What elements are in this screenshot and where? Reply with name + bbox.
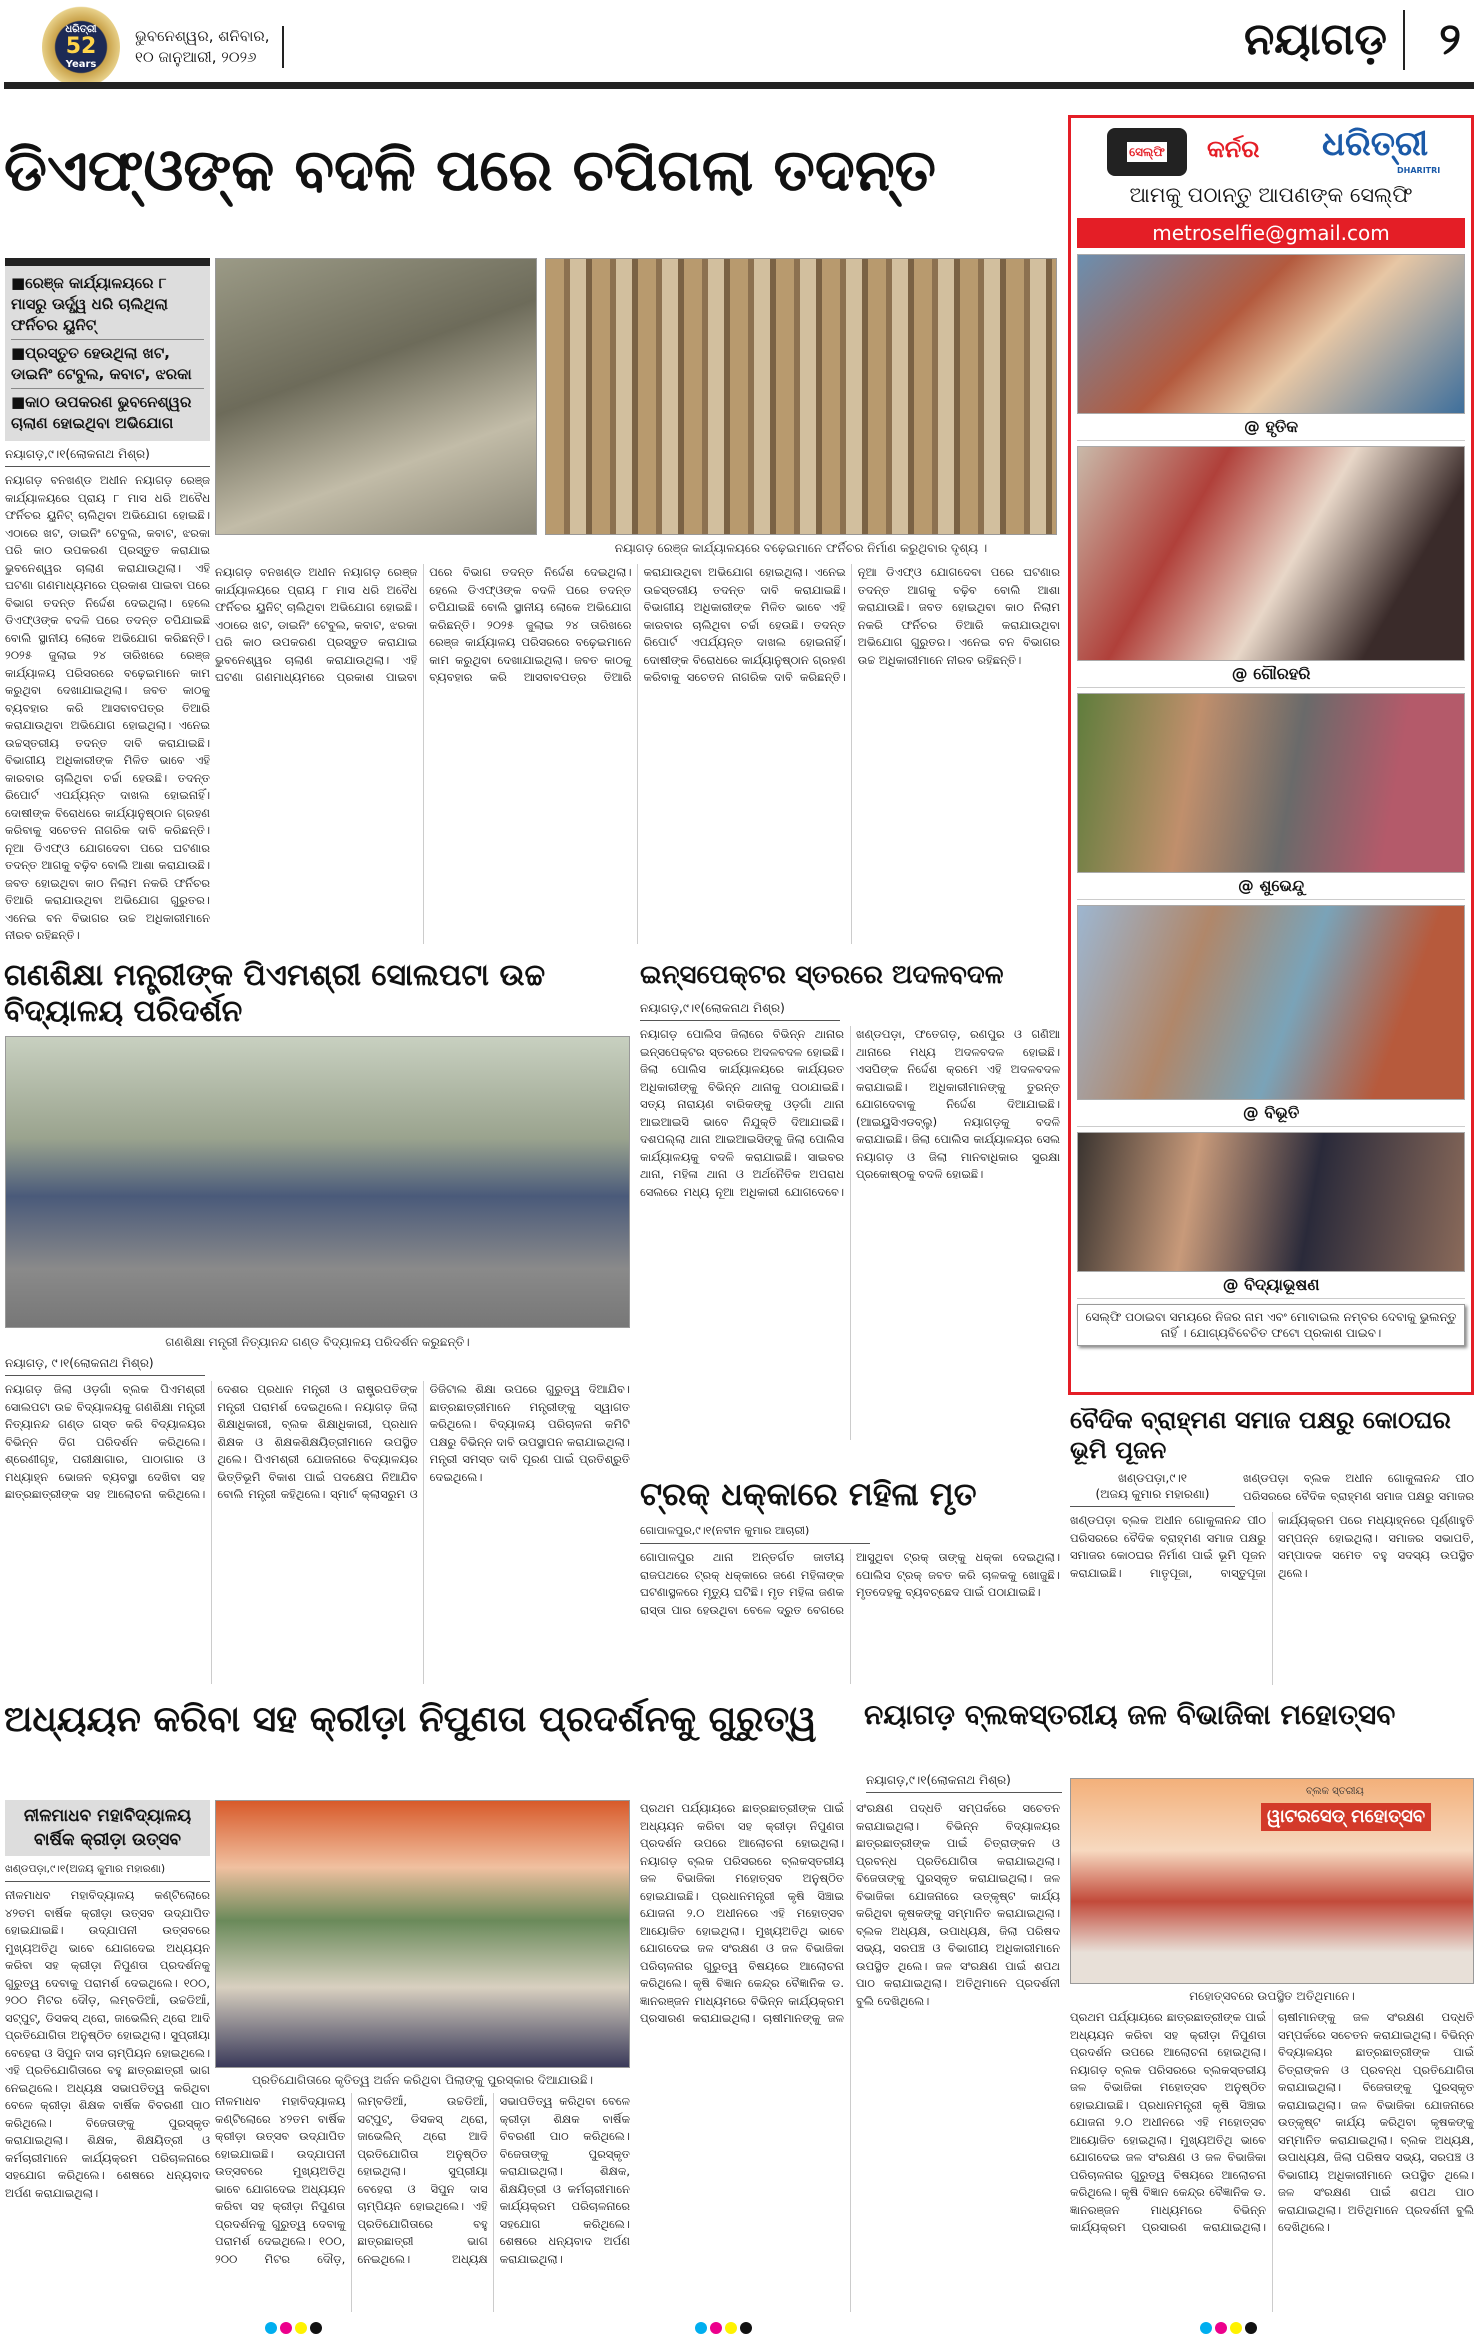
story6-headline: ଅଧ୍ୟୟନ କରିବା ସହ କ୍ରୀଡ଼ା ନିପୁଣତା ପ୍ରଦର୍ଶନକୁ ଗୁରୁତ୍ୱ	[4, 1699, 817, 1740]
selfie-caption: @ ହୃତିକ	[1077, 414, 1465, 441]
story1-photo-carpenter	[215, 258, 537, 535]
brand-name: ଧରିତ୍ରୀ	[1322, 124, 1429, 164]
selfie-photo	[1077, 1132, 1465, 1272]
story6-caption: ପ୍ରତିଯୋଗିତାରେ କୃତିତ୍ୱ ଅର୍ଜନ କରିଥିବା ପିଲାଙ୍କୁ ପୁରସ୍କାର ଦିଆଯାଉଛି।	[251, 2073, 594, 2087]
story6-body: ନୀଳମାଧବ ମହାବିଦ୍ୟାଳୟ କଣ୍ଟିଲୋରେ ୪୨ତମ ବାର୍ଷିକ କ୍ରୀଡ଼ା ଉତ୍ସବ ଉଦ୍‌ଯାପିତ ହୋଇଯାଇଛି। ଉଦ୍‌ଯାପନୀ ଉତ୍ସବରେ ମୁଖ୍ୟଅତିଥି ଭାବେ ଯୋଗଦେଇ ଅଧ୍ୟୟନ କରିବା ସହ କ୍ରୀଡ଼ା ନିପୁଣତା ପ୍ରଦର୍ଶନକୁ ଗୁରୁତ୍ୱ ଦେବାକୁ ପରାମର୍ଶ ଦେଇଥିଲେ। ୧୦୦, ୨୦୦ ମିଟର ଦୌଡ଼, ଲମ୍ବଡିଆଁ, ଉଚ୍ଚଡିଆଁ, ସଟ୍‌ପୁଟ୍, ଡିସକସ୍ ଥ୍ରୋ, ଜାଭେଲିନ୍ ଥ୍ରୋ ଆଦି ପ୍ରତିଯୋଗିତା ଅନୁଷ୍ଠିତ ହୋଇଥିଲା। ସୁପ୍ରୀୟା ବେହେରା ଓ ସିପୁନ ଦାସ ଚାମ୍ପିୟନ ହୋଇଥିଲେ। ଏହି ପ୍ରତିଯୋଗିତାରେ ବହୁ ଛାତ୍ରଛାତ୍ରୀ ଭାଗ ନେଇଥିଲେ। ଅଧ୍ୟକ୍ଷ ସଭାପତିତ୍ୱ କରିଥିବା ବେଳେ କ୍ରୀଡ଼ା ଶିକ୍ଷକ ବାର୍ଷିକ ବିବରଣୀ ପାଠ କରିଥିଲେ। ବିଜେତାଙ୍କୁ ପୁରସ୍କୃତ କରାଯାଇଥିଲା। ଶିକ୍ଷକ, ଶିକ୍ଷୟିତ୍ରୀ ଓ କର୍ମଚାରୀମାନେ କାର୍ଯ୍ୟକ୍ରମ ପରିଚାଳନାରେ ସହଯୋଗ କରିଥିଲେ। ଶେଷରେ ଧନ୍ୟବାଦ ଅର୍ପଣ କରାଯାଇଥିଲା।	[215, 2094, 630, 2266]
selfie-caption: @ ବିଭୂତି	[1077, 1100, 1465, 1127]
story1-highlights	[5, 258, 210, 441]
story7-headline: ନୟାଗଡ଼ ବ୍ଲକସ୍ତରୀୟ ଜଳ ବିଭାଜିକା ମହୋତ୍ସବ	[864, 1698, 1396, 1731]
story5-byline-author: (ଅଜୟ କୁମାର ମହାରଣା)	[1095, 1487, 1210, 1501]
story2-headline: ଗଣଶିକ୍ଷା ମନ୍ତ୍ରୀଙ୍କ ପିଏମଶ୍ରୀ ସୋଲପଟା ଉଚ୍ଚ ବିଦ୍ୟାଳୟ ପରିଦର୍ଶନ	[4, 958, 546, 1029]
edition-name: ନୟାଗଡ଼	[1244, 10, 1405, 70]
story4-headline: ଟ୍ରକ୍ ଧକ୍କାରେ ମହିଳା ମୃତ	[640, 1475, 977, 1513]
selfie-caption: @ ବିଦ୍ୟାଭୂଷଣ	[1077, 1272, 1465, 1299]
story7-text	[1070, 1988, 1474, 2312]
story2-byline: ନୟାଗଡ଼, ୯।୧(ଲୋକନାଥ ମିଶ୍ର)	[5, 1355, 205, 1376]
story7-body: ପ୍ରଥମ ପର୍ଯ୍ୟାୟରେ ଛାତ୍ରଛାତ୍ରୀଙ୍କ ପାଇଁ ଅଧ୍ୟୟନ କରିବା ସହ କ୍ରୀଡ଼ା ନିପୁଣତା ପ୍ରଦର୍ଶନ ଉପରେ ଆଲୋଚନା ହୋଇଥିଲା। ନୟାଗଡ଼ ବ୍ଲକ ପରିସରରେ ବ୍ଲକସ୍ତରୀୟ ଜଳ ବିଭାଜିକା ମହୋତ୍ସବ ଅନୁଷ୍ଠିତ ହୋଇଯାଇଛି। ପ୍ରଧାନମନ୍ତ୍ରୀ କୃଷି ସିଞ୍ଚାଇ ଯୋଜନା ୨.୦ ଅଧୀନରେ ଏହି ମହୋତ୍ସବ ଆୟୋଜିତ ହୋଇଥିଲା। ମୁଖ୍ୟଅତିଥି ଭାବେ ଯୋଗଦେଇ ଜଳ ସଂରକ୍ଷଣ ଓ ଜଳ ବିଭାଜିକା ପରିଚାଳନାର ଗୁରୁତ୍ୱ ବିଷୟରେ ଆଲୋଚନା କରିଥିଲେ। କୃଷି ବିଜ୍ଞାନ କେନ୍ଦ୍ର ବୈଜ୍ଞାନିକ ଡ. ଜ୍ଞାନରଞ୍ଜନ ମାଧ୍ୟମରେ ବିଭିନ୍ନ କାର୍ଯ୍ୟକ୍ରମ ପ୍ରସାରଣ କରାଯାଇଥିଲା। ଚାଷୀମାନଙ୍କୁ ଜଳ ସଂରକ୍ଷଣ ପଦ୍ଧତି ସମ୍ପର୍କରେ ସଚେତନ କରାଯାଇଥିଲା। ବିଭିନ୍ନ ବିଦ୍ୟାଳୟର ଛାତ୍ରଛାତ୍ରୀଙ୍କ ପାଇଁ ଚିତ୍ରାଙ୍କନ ଓ ପ୍ରବନ୍ଧ ପ୍ରତିଯୋଗିତା କରାଯାଇଥିଲା। ବିଜେତାଙ୍କୁ ପୁରସ୍କୃତ କରାଯାଇଥିଲା। ଜଳ ବିଭାଜିକା ଯୋଜନାରେ ଉତ୍କୃଷ୍ଟ କାର୍ଯ୍ୟ କରିଥିବା କୃଷକଙ୍କୁ ସମ୍ମାନିତ କରାଯାଇଥିଲା। ବ୍ଲକ ଅଧ୍ୟକ୍ଷ, ଉପାଧ୍ୟକ୍ଷ, ଜିଲା ପରିଷଦ ସଭ୍ୟ, ସରପଞ୍ଚ ଓ ବିଭାଗୀୟ ଅଧିକାରୀମାନେ ଉପସ୍ଥିତ ଥିଲେ। ଜଳ ସଂରକ୍ଷଣ ପାଇଁ ଶପଥ ପାଠ କରାଯାଇଥିଲା। ଅତିଥିମାନେ ପ୍ରଦର୍ଶନୀ ବୁଲି ଦେଖିଥିଲେ।	[1070, 2010, 1474, 2234]
color-registration-marks	[265, 2322, 322, 2334]
story1-photo-furniture	[545, 258, 1057, 535]
page-number: ୨	[1439, 14, 1461, 65]
issue-date: ୧୦ ଜାନୁଆରୀ, ୨୦୨୬	[135, 48, 257, 66]
selfie-notice: ସେଲ୍‌ଫି ପଠାଇବା ସମୟରେ ନିଜର ନାମ ଏବଂ ମୋବାଇଲ ନମ୍ବର ଦେବାକୁ ଭୁଲନ୍ତୁ ନାହିଁ । ଯୋଗ୍ୟବିବେଚିତ ଫଟୋ ପ୍ରକାଶ ପାଇବ।	[1077, 1304, 1465, 1346]
logo-years-label: Years	[65, 59, 97, 71]
newspaper-logo	[42, 6, 120, 88]
selfie-corner-banner	[1077, 124, 1465, 216]
banner-text: ୱାଟରସେଡ୍ ମହୋତ୍ସବ	[1261, 1803, 1431, 1831]
story6-photo	[215, 1800, 630, 2068]
phone-icon	[1107, 128, 1187, 176]
story5-byline	[1070, 1470, 1235, 1507]
story5-byline-place: ଖଣ୍ଡପଡ଼ା,୯।୧	[1118, 1471, 1187, 1485]
brand-latin: DHARITRI	[1397, 166, 1441, 175]
highlight-item: ■ରେଞ୍ଜ କାର୍ଯ୍ୟାଳୟରେ ୮ ମାସରୁ ଊର୍ଦ୍ଧ୍ୱ ଧରି ଚାଲିଥିଲା ଫର୍ନିଚର ୟୁନିଟ୍	[11, 270, 204, 340]
story5-headline: ବୈଦିକ ବ୍ରାହ୍ମଣ ସମାଜ ପକ୍ଷରୁ କୋଠଘର ଭୂମି ପୂଜନ	[1070, 1406, 1451, 1464]
selfie-photo	[1077, 254, 1465, 414]
selfie-tagline: ଆମକୁ ପଠାନ୍ତୁ ଆପଣଙ୍କ ସେଲ୍‌ଫି	[1129, 183, 1413, 207]
story3-byline: ନୟାଗଡ଼,୯।୧(ଲୋକନାଥ ମିଶ୍ର)	[640, 1000, 840, 1021]
story6-text	[215, 2072, 630, 2312]
story6-body-lead: ନୀଳମାଧବ ମହାବିଦ୍ୟାଳୟ କଣ୍ଟିଲୋରେ ୪୨ତମ ବାର୍ଷିକ କ୍ରୀଡ଼ା ଉତ୍ସବ ଉଦ୍‌ଯାପିତ ହୋଇଯାଇଛି। ଉଦ୍‌ଯାପନୀ ଉତ୍ସବରେ ମୁଖ୍ୟଅତିଥି ଭାବେ ଯୋଗଦେଇ ଅଧ୍ୟୟନ କରିବା ସହ କ୍ରୀଡ଼ା ନିପୁଣତା ପ୍ରଦର୍ଶନକୁ ଗୁରୁତ୍ୱ ଦେବାକୁ ପରାମର୍ଶ ଦେଇଥିଲେ। ୧୦୦, ୨୦୦ ମିଟର ଦୌଡ଼, ଲମ୍ବଡିଆଁ, ଉଚ୍ଚଡିଆଁ, ସଟ୍‌ପୁଟ୍, ଡିସକସ୍ ଥ୍ରୋ, ଜାଭେଲିନ୍ ଥ୍ରୋ ଆଦି ପ୍ରତିଯୋଗିତା ଅନୁଷ୍ଠିତ ହୋଇଥିଲା। ସୁପ୍ରୀୟା ବେହେରା ଓ ସିପୁନ ଦାସ ଚାମ୍ପିୟନ ହୋଇଥିଲେ। ଏହି ପ୍ରତିଯୋଗିତାରେ ବହୁ ଛାତ୍ରଛାତ୍ରୀ ଭାଗ ନେଇଥିଲେ। ଅଧ୍ୟକ୍ଷ ସଭାପତିତ୍ୱ କରିଥିବା ବେଳେ କ୍ରୀଡ଼ା ଶିକ୍ଷକ ବାର୍ଷିକ ବିବରଣୀ ପାଠ କରିଥିଲେ। ବିଜେତାଙ୍କୁ ପୁରସ୍କୃତ କରାଯାଇଥିଲା। ଶିକ୍ଷକ, ଶିକ୍ଷୟିତ୍ରୀ ଓ କର୍ମଚାରୀମାନେ କାର୍ଯ୍ୟକ୍ରମ ପରିଚାଳନାରେ ସହଯୋଗ କରିଥିଲେ। ଶେଷରେ ଧନ୍ୟବାଦ ଅର୍ପଣ କରାଯାଇଥିଲା।	[5, 1888, 210, 2200]
header-rule	[4, 82, 1474, 89]
story3-body: ନୟାଗଡ଼ ପୋଲିସ ଜିଲାରେ ବିଭିନ୍ନ ଥାନାର ଇନ୍ସପେକ୍ଟର ସ୍ତରରେ ଅଦଳବଦଳ ହୋଇଛି। ଜିଲା ପୋଲିସ କାର୍ଯ୍ୟାଳୟରେ କାର୍ଯ୍ୟରତ ଅଧିକାରୀଙ୍କୁ ବିଭିନ୍ନ ଥାନାକୁ ପଠାଯାଇଛି। ସତ୍ୟ ନାରାୟଣ ବାରିକଙ୍କୁ ଓଡ଼ଗାଁ ଥାନା ଆଇଆଇସି ଭାବେ ନିଯୁକ୍ତି ଦିଆଯାଇଛି। ଦଶପଲ୍ଲା ଥାନା ଆଇଆଇସିଙ୍କୁ ଜିଲା ପୋଲିସ କାର୍ଯ୍ୟାଳୟକୁ ବଦଳି କରାଯାଇଛି। ସାଇବର ଥାନା, ମହିଳା ଥାନା ଓ ଅର୍ଥନୈତିକ ଅପରାଧ ସେଲରେ ମଧ୍ୟ ନୂଆ ଅଧିକାରୀ ଯୋଗଦେବେ। ଖଣ୍ଡପଡ଼ା, ଫତେଗଡ଼, ରଣପୁର ଓ ଗଣିଆ ଥାନାରେ ମଧ୍ୟ ଅଦଳବଦଳ ହୋଇଛି। ଏସପିଙ୍କ ନିର୍ଦ୍ଦେଶ କ୍ରମେ ଏହି ଅଦଳବଦଳ କରାଯାଇଛି। ଅଧିକାରୀମାନଙ୍କୁ ତୁରନ୍ତ ଯୋଗଦେବାକୁ ନିର୍ଦ୍ଦେଶ ଦିଆଯାଇଛି। (ଆଇୟୁସିଏଡବ୍ଲୁ) ନୟାଗଡ଼କୁ ବଦଳି କରାଯାଇଛି। ଜିଲା ପୋଲିସ କାର୍ଯ୍ୟାଳୟର ସେଲ ନୟାଗଡ଼ ଓ ଜିଲା ମାନବାଧିକାର ସୁରକ୍ଷା ପ୍ରକୋଷ୍ଠକୁ ବଦଳି ହୋଇଛି।	[640, 1027, 1060, 1199]
story5-intro	[1070, 1470, 1474, 1507]
story4-byline: ଗୋପାଳପୁର,୯।୧(ନବୀନ କୁମାର ଆଚାରୀ)	[640, 1523, 870, 1544]
selfie-caption: @ ଶୁଭେନ୍ଦୁ	[1077, 873, 1465, 900]
story2-body: ନୟାଗଡ଼ ଜିଲା ଓଡ଼ଗାଁ ବ୍ଲକ ପିଏମଶ୍ରୀ ସୋଲପଟା ଉଚ୍ଚ ବିଦ୍ୟାଳୟକୁ ଗଣଶିକ୍ଷା ମନ୍ତ୍ରୀ ନିତ୍ୟାନନ୍ଦ ଗଣ୍ଡ ଗସ୍ତ କରି ବିଦ୍ୟାଳୟର ବିଭିନ୍ନ ଦିଗ ପରିଦର୍ଶନ କରିଥିଲେ। ଶ୍ରେଣୀଗୃହ, ପରୀକ୍ଷାଗାର, ପାଠାଗାର ଓ ମଧ୍ୟାହ୍ନ ଭୋଜନ ବ୍ୟବସ୍ଥା ଦେଖିବା ସହ ଛାତ୍ରଛାତ୍ରୀଙ୍କ ସହ ଆଲୋଚନା କରିଥିଲେ। ଦେଶର ପ୍ରଧାନ ମନ୍ତ୍ରୀ ଓ ରାଷ୍ଟ୍ରପତିଙ୍କ ମନ୍ତ୍ରୀ ପରାମର୍ଶ ଦେଇଥିଲେ। ନୟାଗଡ଼ ଜିଲା ଶିକ୍ଷାଧିକାରୀ, ବ୍ଲକ ଶିକ୍ଷାଧିକାରୀ, ପ୍ରଧାନ ଶିକ୍ଷକ ଓ ଶିକ୍ଷକଶିକ୍ଷୟିତ୍ରୀମାନେ ଉପସ୍ଥିତ ଥିଲେ। ପିଏମଶ୍ରୀ ଯୋଜନାରେ ବିଦ୍ୟାଳୟର ଭିତ୍ତିଭୂମି ବିକାଶ ପାଇଁ ପଦକ୍ଷେପ ନିଆଯିବ ବୋଲି ମନ୍ତ୍ରୀ କହିଥିଲେ। ସ୍ମାର୍ଟ କ୍ଲାସରୁମ ଓ ଡିଜିଟାଲ ଶିକ୍ଷା ଉପରେ ଗୁରୁତ୍ୱ ଦିଆଯିବ। ଛାତ୍ରଛାତ୍ରୀମାନେ ମନ୍ତ୍ରୀଙ୍କୁ ସ୍ୱାଗତ କରିଥିଲେ। ବିଦ୍ୟାଳୟ ପରିଚାଳନା କମିଟି ପକ୍ଷରୁ ବିଭିନ୍ନ ଦାବି ଉପସ୍ଥାପନ କରାଯାଇଥିଲା। ମନ୍ତ୍ରୀ ସମସ୍ତ ଦାବି ପୂରଣ ପାଇଁ ପ୍ରତିଶ୍ରୁତି ଦେଇଥିଲେ।	[5, 1382, 630, 1501]
selfie-photo	[1077, 446, 1465, 661]
story2-photo	[5, 1036, 630, 1328]
brand-word-corner: କର୍ନର	[1207, 135, 1260, 163]
story1-byline: ନୟାଗଡ଼,୯।୧(ଲୋକନାଥ ମିଶ୍ର)	[5, 446, 210, 467]
brand-word-selfie: ସେଲ୍‌ଫି	[1127, 142, 1167, 162]
story7-byline: ନୟାଗଡ଼,୯।୧(ଲୋକନାଥ ମିଶ୍ର)	[866, 1772, 1062, 1793]
highlight-item: ■ପ୍ରସ୍ତୁତ ହେଉଥିଲା ଖଟ, ଡାଇନିଂ ଟେବୁଲ, କବାଟ, ଝରକା	[11, 340, 204, 389]
story3	[640, 955, 1060, 1440]
highlight-item: ■କାଠ ଉପକରଣ ଭୁବନେଶ୍ୱର ଚାଲାଣ ହୋଇଥିବା ଅଭିଯୋଗ	[11, 393, 192, 432]
logo-years: 52	[65, 33, 97, 59]
selfie-caption: @ ଗୌରହରି	[1077, 661, 1465, 688]
dateline	[135, 26, 284, 68]
selfie-email[interactable]: metroselfie@gmail.com	[1077, 218, 1465, 248]
story2-text	[5, 1334, 630, 1684]
logo-name: ଧରିତ୍ରୀ	[65, 23, 97, 35]
color-registration-marks	[695, 2322, 752, 2334]
story4-body: ଗୋପାଳପୁର ଥାନା ଅନ୍ତର୍ଗତ ଜାତୀୟ ରାଜପଥରେ ଟ୍ରକ୍ ଧକ୍କାରେ ଜଣେ ମହିଳାଙ୍କ ଘଟଣାସ୍ଥଳରେ ମୃତ୍ୟୁ ଘଟିଛି। ମୃତ ମହିଳା ଜଣକ ରାସ୍ତା ପାର ହେଉଥିବା ବେଳେ ଦ୍ରୁତ ବେଗରେ ଆସୁଥିବା ଟ୍ରକ୍ ତାଙ୍କୁ ଧକ୍କା ଦେଇଥିଲା। ପୋଲିସ ଟ୍ରକ୍ ଜବତ କରି ଚାଳକକୁ ଖୋଜୁଛି। ମୃତଦେହକୁ ବ୍ୟବଚ୍ଛେଦ ପାଇଁ ପଠାଯାଇଛି।	[640, 1550, 1060, 1617]
banner-small-text: ବ୍ଲକ ସ୍ତରୀୟ	[1306, 1786, 1364, 1797]
story1-headline: ଡିଏଫ୍‌ଓଙ୍କ ବଦଳି ପରେ ଚପିଗଲା ତଦନ୍ତ	[4, 136, 937, 204]
story1-body-lead: ନୟାଗଡ଼ ବନଖଣ୍ଡ ଅଧୀନ ନୟାଗଡ଼ ରେଞ୍ଜ କାର୍ଯ୍ୟାଳୟରେ ପ୍ରାୟ ୮ ମାସ ଧରି ଅବୈଧ ଫର୍ନିଚର ୟୁନିଟ୍ ଚାଲିଥିବା ଅଭିଯୋଗ ହୋଇଛି। ଏଠାରେ ଖଟ, ଡାଇନିଂ ଟେବୁଲ, କବାଟ, ଝରକା ପରି କାଠ ଉପକରଣ ପ୍ରସ୍ତୁତ କରାଯାଇ ଭୁବନେଶ୍ୱର ଚାଲାଣ କରାଯାଉଥିଲା। ଏହି ଘଟଣା ଗଣମାଧ୍ୟମରେ ପ୍ରକାଶ ପାଇବା ପରେ ବିଭାଗ ତଦନ୍ତ ନିର୍ଦ୍ଦେଶ ଦେଇଥିଲା। ହେଲେ ଡିଏଫ୍‌ଓଙ୍କ ବଦଳି ପରେ ତଦନ୍ତ ଚପିଯାଇଛି ବୋଲି ସ୍ଥାନୀୟ ଲୋକେ ଅଭିଯୋଗ କରିଛନ୍ତି। ୨୦୨୫ ଜୁଲାଇ ୨୪ ତାରିଖରେ ରେଞ୍ଜ କାର୍ଯ୍ୟାଳୟ ପରିସରରେ ବଢ଼େଇମାନେ କାମ କରୁଥିବା ଦେଖାଯାଇଥିଲା। ଜବତ କାଠକୁ ବ୍ୟବହାର କରି ଆସବାବପତ୍ର ତିଆରି କରାଯାଉଥିବା ଅଭିଯୋଗ ହୋଇଥିଲା। ଏନେଇ ଉଚ୍ଚସ୍ତରୀୟ ତଦନ୍ତ ଦାବି କରାଯାଇଛି। ବିଭାଗୀୟ ଅଧିକାରୀଙ୍କ ମିଳିତ ଭାବେ ଏହି କାରବାର ଚାଲିଥିବା ଚର୍ଚ୍ଚା ହେଉଛି। ତଦନ୍ତ ରିପୋର୍ଟ ଏପର୍ଯ୍ୟନ୍ତ ଦାଖଲ ହୋଇନାହିଁ। ଦୋଷୀଙ୍କ ବିରୋଧରେ କାର୍ଯ୍ୟାନୁଷ୍ଠାନ ଗ୍ରହଣ କରିବାକୁ ସଚେତନ ନାଗରିକ ଦାବି କରିଛନ୍ତି। ନୂଆ ଡିଏଫ୍‌ଓ ଯୋଗଦେବା ପରେ ଘଟଣାର ତଦନ୍ତ ଆଗକୁ ବଢ଼ିବ ବୋଲି ଆଶା କରାଯାଉଛି। ଜବତ ହୋଇଥିବା କାଠ ନିଲାମ ନକରି ଫର୍ନିଚର ତିଆରି କରାଯାଉଥିବା ଅଭିଯୋଗ ଗୁରୁତର। ଏନେଇ ବନ ବିଭାଗର ଉଚ୍ଚ ଅଧିକାରୀମାନେ ନୀରବ ରହିଛନ୍ତି।	[5, 473, 210, 942]
selfie-photo	[1077, 693, 1465, 873]
selfie-photo	[1077, 905, 1465, 1100]
story6-box: ନୀଳମାଧବ ମହାବିଦ୍ୟାଳୟ ବାର୍ଷିକ କ୍ରୀଡ଼ା ଉତ୍ସବ	[5, 1800, 210, 1856]
story5-body: ଖଣ୍ଡପଡ଼ା ବ୍ଲକ ଅଧୀନ ଗୋକୁଳାନନ୍ଦ ପୀଠ ପରିସରରେ ବୈଦିକ ବ୍ରାହ୍ମଣ ସମାଜ ପକ୍ଷରୁ ସମାଜର କୋଠଘର ନିର୍ମାଣ ପାଇଁ ଭୂମି ପୂଜନ କରାଯାଇଛି। ମାତୃପୂଜା, ବାସ୍ତୁପୂଜା କାର୍ଯ୍ୟକ୍ରମ ପରେ ମଧ୍ୟାହ୍ନରେ ପୂର୍ଣ୍ଣାହୁତି ସମ୍ପନ୍ନ ହୋଇଥିଲା। ସମାଜର ସଭାପତି, ସମ୍ପାଦକ ସମେତ ବହୁ ସଦସ୍ୟ ଉପସ୍ଥିତ ଥିଲେ।	[1070, 1513, 1474, 1580]
color-registration-marks	[1200, 2322, 1257, 2334]
story1-body: ନୟାଗଡ଼ ବନଖଣ୍ଡ ଅଧୀନ ନୟାଗଡ଼ ରେଞ୍ଜ କାର୍ଯ୍ୟାଳୟରେ ପ୍ରାୟ ୮ ମାସ ଧରି ଅବୈଧ ଫର୍ନିଚର ୟୁନିଟ୍ ଚାଲିଥିବା ଅଭିଯୋଗ ହୋଇଛି। ଏଠାରେ ଖଟ, ଡାଇନିଂ ଟେବୁଲ, କବାଟ, ଝରକା ପରି କାଠ ଉପକରଣ ପ୍ରସ୍ତୁତ କରାଯାଇ ଭୁବନେଶ୍ୱର ଚାଲାଣ କରାଯାଉଥିଲା। ଏହି ଘଟଣା ଗଣମାଧ୍ୟମରେ ପ୍ରକାଶ ପାଇବା ପରେ ବିଭାଗ ତଦନ୍ତ ନିର୍ଦ୍ଦେଶ ଦେଇଥିଲା। ହେଲେ ଡିଏଫ୍‌ଓଙ୍କ ବଦଳି ପରେ ତଦନ୍ତ ଚପିଯାଇଛି ବୋଲି ସ୍ଥାନୀୟ ଲୋକେ ଅଭିଯୋଗ କରିଛନ୍ତି। ୨୦୨୫ ଜୁଲାଇ ୨୪ ତାରିଖରେ ରେଞ୍ଜ କାର୍ଯ୍ୟାଳୟ ପରିସରରେ ବଢ଼େଇମାନେ କାମ କରୁଥିବା ଦେଖାଯାଇଥିଲା। ଜବତ କାଠକୁ ବ୍ୟବହାର କରି ଆସବାବପତ୍ର ତିଆରି କରାଯାଉଥିବା ଅଭିଯୋଗ ହୋଇଥିଲା। ଏନେଇ ଉଚ୍ଚସ୍ତରୀୟ ତଦନ୍ତ ଦାବି କରାଯାଇଛି। ବିଭାଗୀୟ ଅଧିକାରୀଙ୍କ ମିଳିତ ଭାବେ ଏହି କାରବାର ଚାଲିଥିବା ଚର୍ଚ୍ଚା ହେଉଛି। ତଦନ୍ତ ରିପୋର୍ଟ ଏପର୍ଯ୍ୟନ୍ତ ଦାଖଲ ହୋଇନାହିଁ। ଦୋଷୀଙ୍କ ବିରୋଧରେ କାର୍ଯ୍ୟାନୁଷ୍ଠାନ ଗ୍ରହଣ କରିବାକୁ ସଚେତନ ନାଗରିକ ଦାବି କରିଛନ୍ତି। ନୂଆ ଡିଏଫ୍‌ଓ ଯୋଗଦେବା ପରେ ଘଟଣାର ତଦନ୍ତ ଆଗକୁ ବଢ଼ିବ ବୋଲି ଆଶା କରାଯାଉଛି। ଜବତ ହୋଇଥିବା କାଠ ନିଲାମ ନକରି ଫର୍ନିଚର ତିଆରି କରାଯାଉଥିବା ଅଭିଯୋଗ ଗୁରୁତର। ଏନେଇ ବନ ବିଭାଗର ଉଚ୍ଚ ଅଧିକାରୀମାନେ ନୀରବ ରହିଛନ୍ତି।	[215, 565, 1060, 684]
story6-byline: ଖଣ୍ଡପଡ଼ା,୯।୧(ଅଜୟ କୁମାର ମହାରଣା)	[5, 1861, 210, 1882]
story3-headline: ଇନ୍ସପେକ୍ଟର ସ୍ତରରେ ଅଦଳବଦଳ	[640, 960, 1004, 990]
story5-body-lead: ଖଣ୍ଡପଡ଼ା ବ୍ଲକ ଅଧୀନ ଗୋକୁଳାନନ୍ଦ ପୀଠ ପରିସରରେ ବୈଦିକ ବ୍ରାହ୍ମଣ ସମାଜ ପକ୍ଷରୁ ସମାଜର	[1243, 1471, 1474, 1503]
story4	[640, 1470, 1060, 1684]
story6-sidebar	[5, 1800, 210, 2312]
story7-caption: ମହୋତ୍ସବରେ ଉପସ୍ଥିତ ଅତିଥିମାନେ।	[1189, 1989, 1355, 2003]
story1-sidebar	[5, 258, 210, 944]
selfie-corner-panel	[1068, 115, 1474, 1395]
story6-body-cont: ପ୍ରଥମ ପର୍ଯ୍ୟାୟରେ ଛାତ୍ରଛାତ୍ରୀଙ୍କ ପାଇଁ ଅଧ୍ୟୟନ କରିବା ସହ କ୍ରୀଡ଼ା ନିପୁଣତା ପ୍ରଦର୍ଶନ ଉପରେ ଆଲୋଚନା ହୋଇଥିଲା। ନୟାଗଡ଼ ବ୍ଲକ ପରିସରରେ ବ୍ଲକସ୍ତରୀୟ ଜଳ ବିଭାଜିକା ମହୋତ୍ସବ ଅନୁଷ୍ଠିତ ହୋଇଯାଇଛି। ପ୍ରଧାନମନ୍ତ୍ରୀ କୃଷି ସିଞ୍ଚାଇ ଯୋଜନା ୨.୦ ଅଧୀନରେ ଏହି ମହୋତ୍ସବ ଆୟୋଜିତ ହୋଇଥିଲା। ମୁଖ୍ୟଅତିଥି ଭାବେ ଯୋଗଦେଇ ଜଳ ସଂରକ୍ଷଣ ଓ ଜଳ ବିଭାଜିକା ପରିଚାଳନାର ଗୁରୁତ୍ୱ ବିଷୟରେ ଆଲୋଚନା କରିଥିଲେ। କୃଷି ବିଜ୍ଞାନ କେନ୍ଦ୍ର ବୈଜ୍ଞାନିକ ଡ. ଜ୍ଞାନରଞ୍ଜନ ମାଧ୍ୟମରେ ବିଭିନ୍ନ କାର୍ଯ୍ୟକ୍ରମ ପ୍ରସାରଣ କରାଯାଇଥିଲା। ଚାଷୀମାନଙ୍କୁ ଜଳ ସଂରକ୍ଷଣ ପଦ୍ଧତି ସମ୍ପର୍କରେ ସଚେତନ କରାଯାଇଥିଲା। ବିଭିନ୍ନ ବିଦ୍ୟାଳୟର ଛାତ୍ରଛାତ୍ରୀଙ୍କ ପାଇଁ ଚିତ୍ରାଙ୍କନ ଓ ପ୍ରବନ୍ଧ ପ୍ରତିଯୋଗିତା କରାଯାଇଥିଲା। ବିଜେତାଙ୍କୁ ପୁରସ୍କୃତ କରାଯାଇଥିଲା। ଜଳ ବିଭାଜିକା ଯୋଜନାରେ ଉତ୍କୃଷ୍ଟ କାର୍ଯ୍ୟ କରିଥିବା କୃଷକଙ୍କୁ ସମ୍ମାନିତ କରାଯାଇଥିଲା। ବ୍ଲକ ଅଧ୍ୟକ୍ଷ, ଉପାଧ୍ୟକ୍ଷ, ଜିଲା ପରିଷଦ ସଭ୍ୟ, ସରପଞ୍ଚ ଓ ବିଭାଗୀୟ ଅଧିକାରୀମାନେ ଉପସ୍ଥିତ ଥିଲେ। ଜଳ ସଂରକ୍ଷଣ ପାଇଁ ଶପଥ ପାଠ କରାଯାଇଥିଲା। ଅତିଥିମାନେ ପ୍ରଦର୍ଶନୀ ବୁଲି ଦେଖିଥିଲେ।	[640, 1801, 1060, 2025]
story2-caption: ଗଣଶିକ୍ଷା ମନ୍ତ୍ରୀ ନିତ୍ୟାନନ୍ଦ ଗଣ୍ଡ ବିଦ୍ୟାଳୟ ପରିଦର୍ଶନ କରୁଛନ୍ତି।	[165, 1335, 470, 1349]
place-day: ଭୁବନେଶ୍ୱର, ଶନିବାର,	[135, 27, 270, 45]
story7-photo	[1070, 1778, 1474, 1984]
story1-caption: ନୟାଗଡ଼ ରେଞ୍ଜ କାର୍ଯ୍ୟାଳୟରେ ବଢ଼େଇମାନେ ଫର୍ନିଚର ନିର୍ମାଣ କରୁଥିବାର ଦୃଶ୍ୟ ।	[614, 541, 988, 555]
story5	[1070, 1405, 1474, 1685]
